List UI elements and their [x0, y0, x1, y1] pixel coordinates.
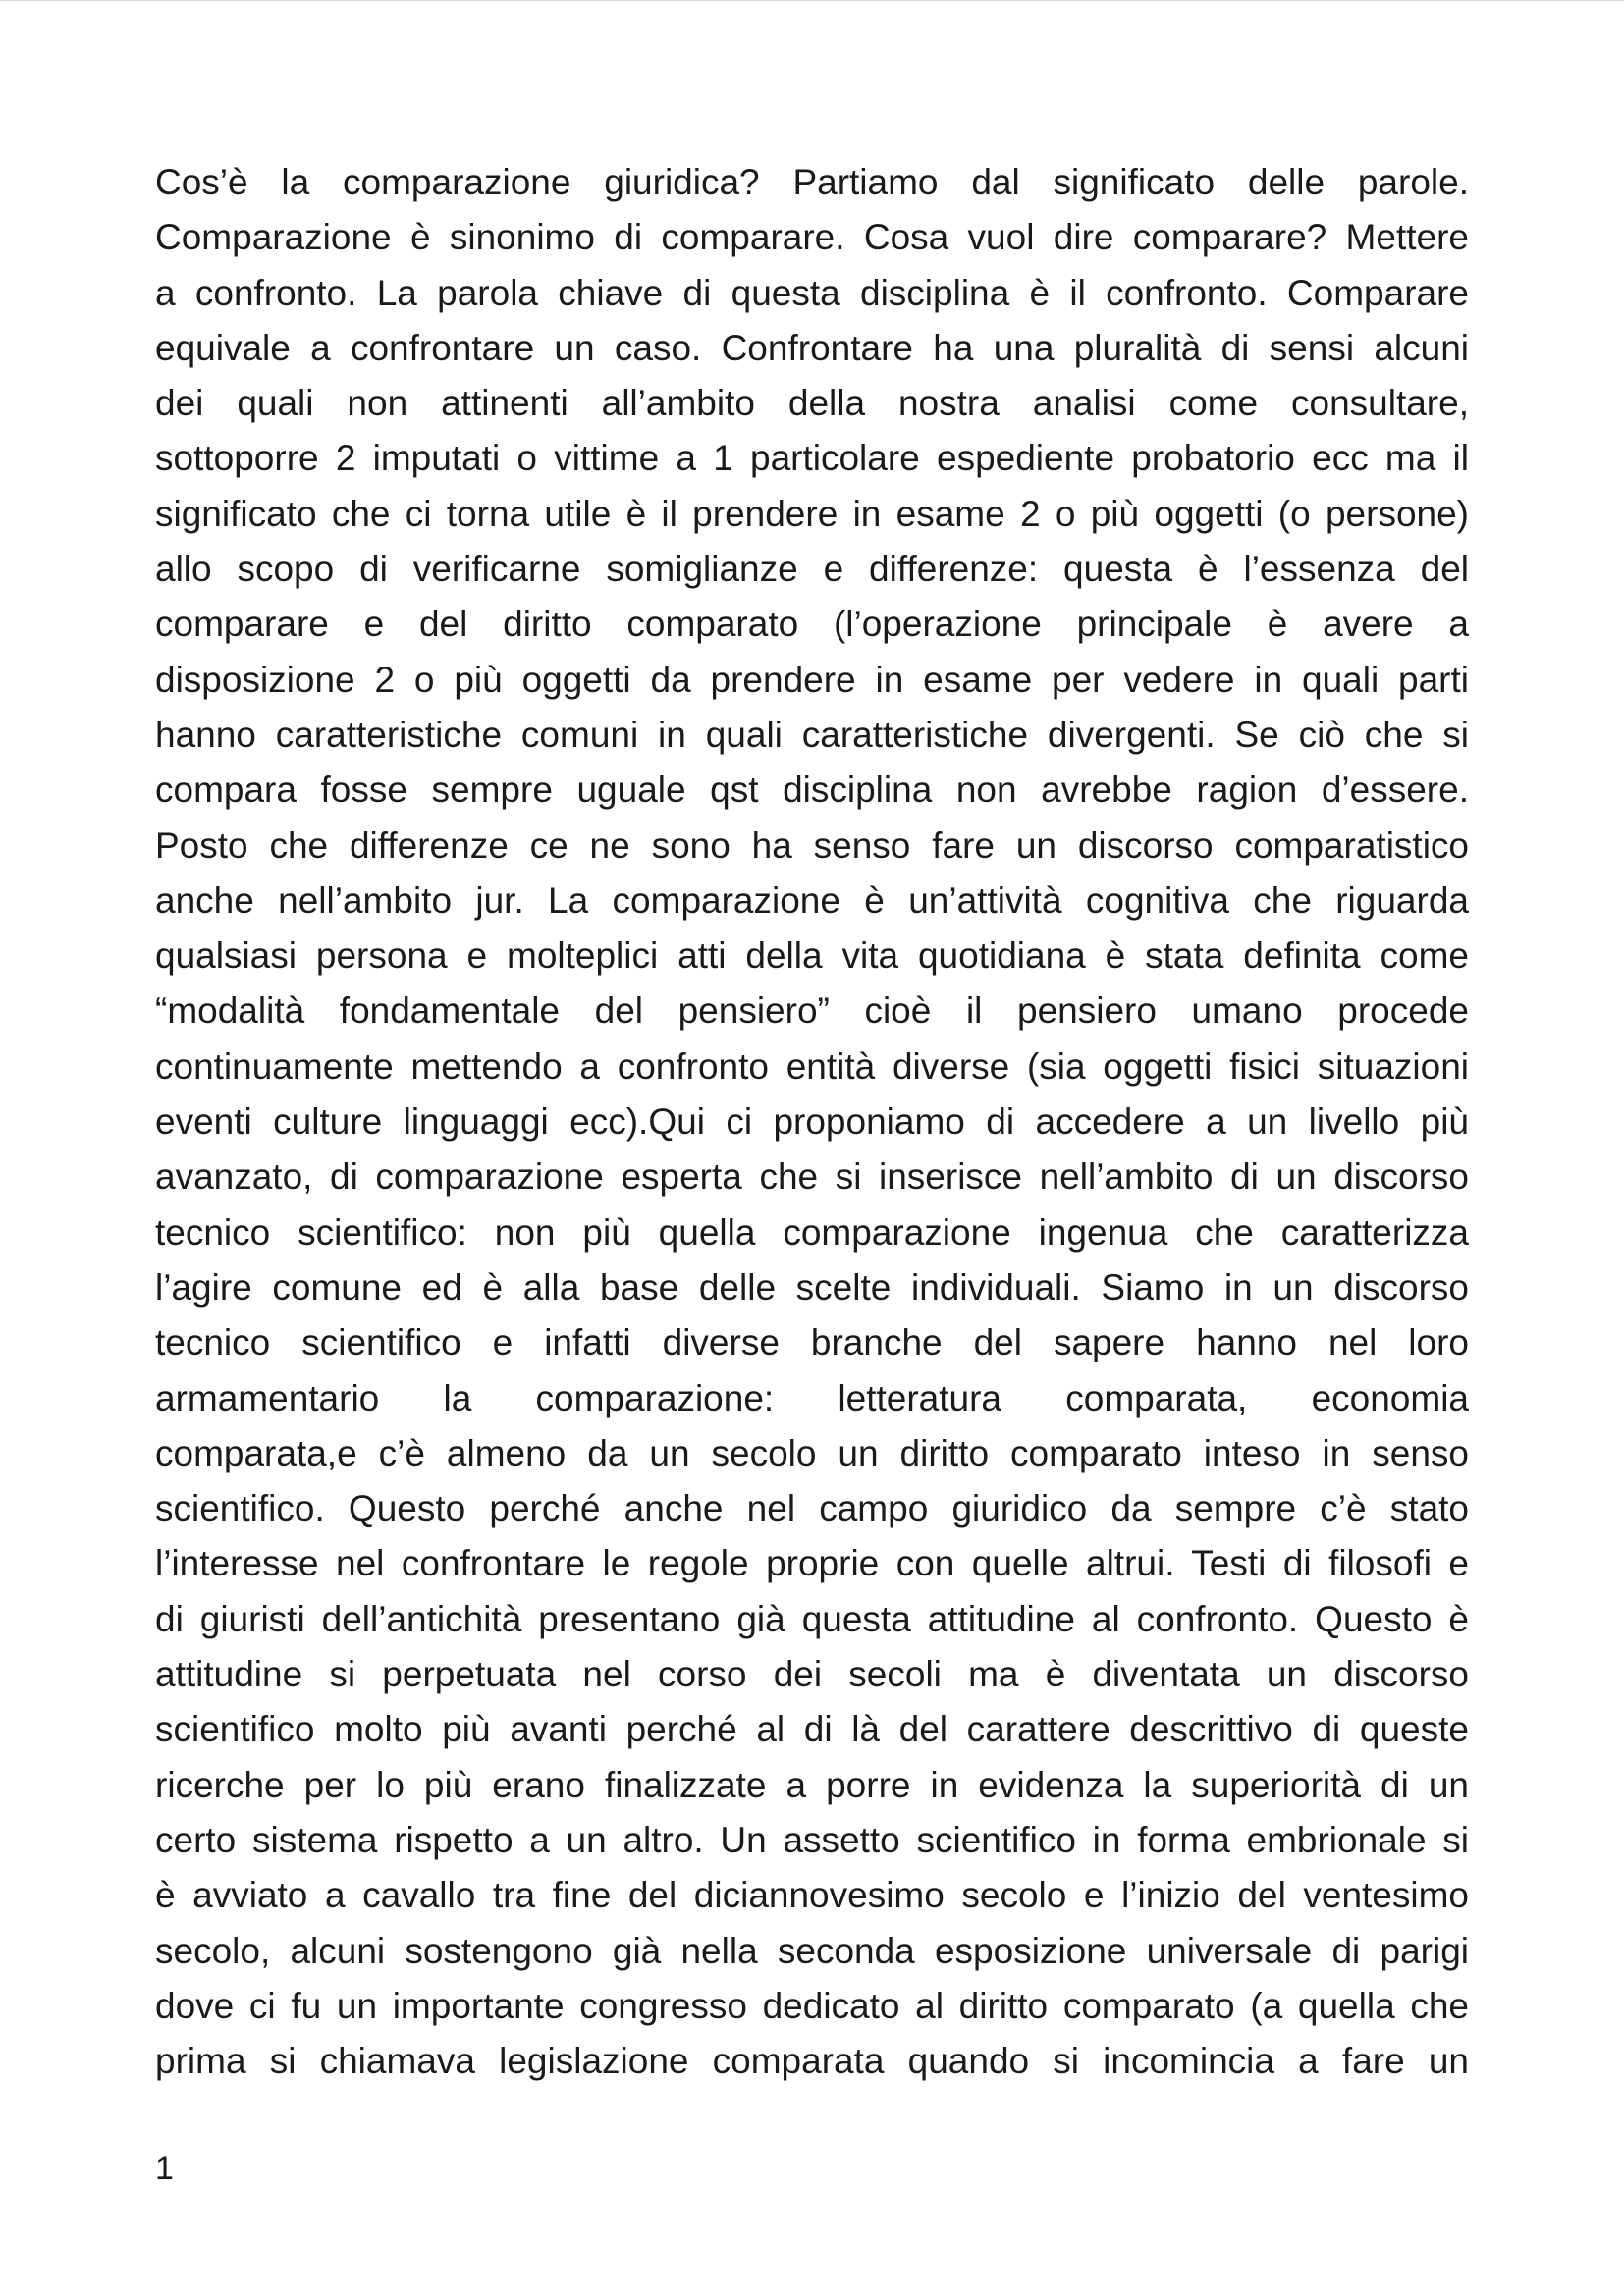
text-line: equivale a confrontare un caso. Confrontare ha una pluralità di sensi alcuni	[155, 327, 1469, 368]
text-line: comparare e del diritto comparato (l’operazione principale è avere a	[155, 604, 1469, 645]
text-line: disposizione 2 o più oggetti da prendere in esame per vedere in quali parti	[155, 659, 1469, 700]
text-line: prima si chiamava legislazione comparata quando si incomincia a fare un	[155, 2041, 1469, 2082]
text-line: armamentario la comparazione: letteratura comparata, economia	[155, 1377, 1469, 1418]
text-line: sottoporre 2 imputati o vittime a 1 particolare espediente probatorio ecc ma il	[155, 438, 1469, 479]
text-line: comparata,e c’è almeno da un secolo un diritto comparato inteso in senso	[155, 1432, 1469, 1473]
page-number: 1	[155, 2150, 174, 2187]
text-line: continuamente mettendo a confronto entità diverse (sia oggetti fisici situazioni	[155, 1045, 1469, 1087]
text-line: a confronto. La parola chiave di questa disciplina è il confronto. Comparare	[155, 272, 1469, 313]
text-line: “modalità fondamentale del pensiero” cioè il pensiero umano procede	[155, 990, 1469, 1032]
text-line: tecnico scientifico: non più quella comparazione ingenua che caratterizza	[155, 1211, 1469, 1253]
text-line: certo sistema rispetto a un altro. Un assetto scientifico in forma embrionale si	[155, 1819, 1469, 1860]
text-line: l’agire comune ed è alla base delle scelte individuali. Siamo in un discorso	[155, 1266, 1469, 1308]
text-line: hanno caratteristiche comuni in quali caratteristiche divergenti. Se ciò che si	[155, 714, 1469, 755]
text-line: Comparazione è sinonimo di comparare. Cosa vuol dire comparare? Mettere	[155, 217, 1469, 258]
text-line: l’interesse nel confrontare le regole proprie con quelle altrui. Testi di filosofi e	[155, 1543, 1469, 1584]
text-line: scientifico. Questo perché anche nel campo giuridico da sempre c’è stato	[155, 1488, 1469, 1529]
text-line: è avviato a cavallo tra fine del diciannovesimo secolo e l’inizio del ventesimo	[155, 1875, 1469, 1916]
text-line: compara fosse sempre uguale qst disciplina non avrebbe ragion d’essere.	[155, 770, 1469, 811]
text-line: di giuristi dell’antichità presentano già questa attitudine al confronto. Questo è	[155, 1598, 1469, 1639]
text-line: dei quali non attinenti all’ambito della nostra analisi come consultare,	[155, 383, 1469, 424]
text-line: allo scopo di verificarne somiglianze e differenze: questa è l’essenza del	[155, 549, 1469, 590]
text-line: avanzato, di comparazione esperta che si inserisce nell’ambito di un discorso	[155, 1156, 1469, 1198]
text-line: qualsiasi persona e molteplici atti della vita quotidiana è stata definita come	[155, 935, 1469, 977]
text-line: tecnico scientifico e infatti diverse branche del sapere hanno nel loro	[155, 1322, 1469, 1363]
body-paragraph	[155, 155, 1469, 2089]
text-line: ricerche per lo più erano finalizzate a porre in evidenza la superiorità di un	[155, 1764, 1469, 1805]
text-line: anche nell’ambito jur. La comparazione è un’attività cognitiva che riguarda	[155, 880, 1469, 921]
text-line: scientifico molto più avanti perché al di là del carattere descrittivo di queste	[155, 1709, 1469, 1750]
text-line: attitudine si perpetuata nel corso dei secoli ma è diventata un discorso	[155, 1654, 1469, 1695]
text-line: significato che ci torna utile è il prendere in esame 2 o più oggetti (o persone)	[155, 493, 1469, 534]
text-line: dove ci fu un importante congresso dedicato al diritto comparato (a quella che	[155, 1985, 1469, 2026]
text-line: Cos’è la comparazione giuridica? Partiamo dal significato delle parole.	[155, 162, 1469, 202]
text-line: secolo, alcuni sostengono già nella seconda esposizione universale di parigi	[155, 1930, 1469, 1971]
text-line: Posto che differenze ce ne sono ha senso fare un discorso comparatistico	[155, 825, 1469, 866]
text-line: eventi culture linguaggi ecc).Qui ci proponiamo di accedere a un livello più	[155, 1101, 1469, 1143]
